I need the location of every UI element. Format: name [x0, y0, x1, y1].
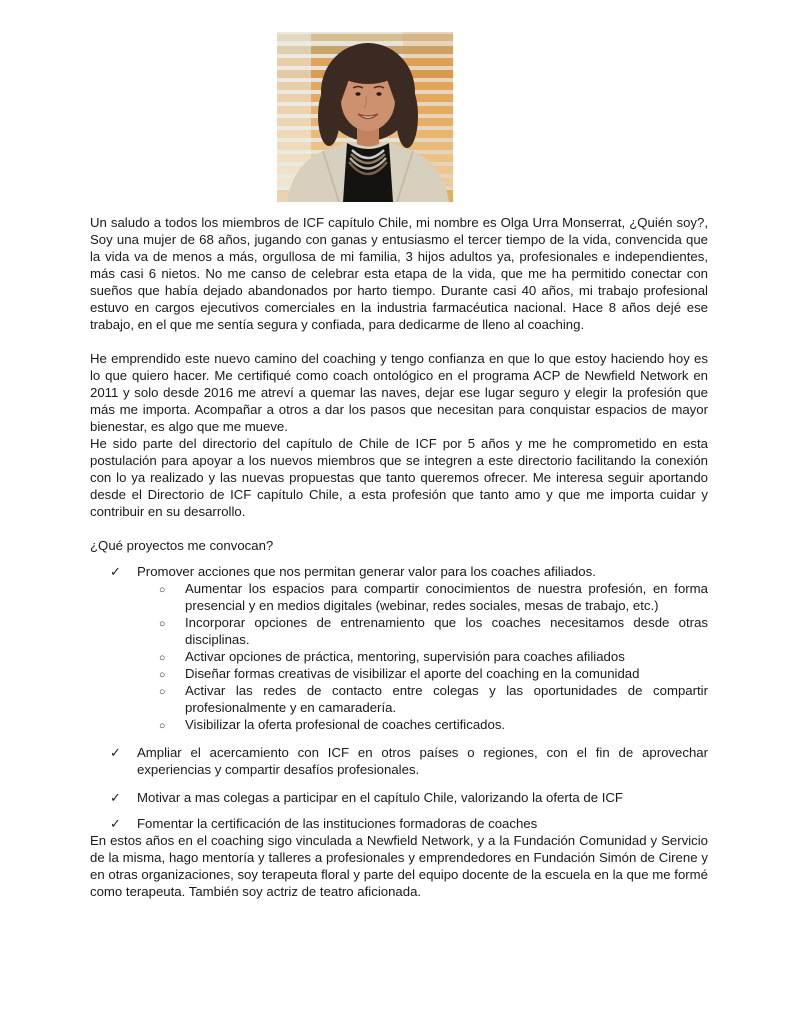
projects-heading: ¿Qué proyectos me convocan?	[90, 538, 274, 553]
sub-item-activar-redes	[90, 682, 708, 716]
checkmark-icon: ✓	[110, 816, 121, 831]
checklist-item-label: Fomentar la certificación de las instituciones formadoras de coaches	[137, 816, 538, 831]
sub-item-aumentar	[90, 580, 708, 614]
checklist-item-fomentar	[90, 815, 708, 832]
checklist-item-motivar	[90, 789, 708, 806]
sub-item-label: Visibilizar la oferta profesional de coaches certificados.	[185, 717, 506, 732]
circle-bullet-icon: ○	[159, 686, 166, 698]
document-body	[90, 214, 708, 900]
checkmark-icon: ✓	[110, 745, 121, 760]
checklist-item-ampliar	[90, 744, 708, 778]
coaching-path-paragraph: He emprendido este nuevo camino del coaching y tengo confianza en que lo que estoy haciendo hoy es lo que quiero hacer. Me certifiqué como coach ontológico en el programa ACP de Newfield Network en 2011 y solo desde 2016 me atreví a quemar las naves, dejar ese lugar seguro y elegir la profesión que más me importa. Acompañar a otros a dar los pasos que necesitan para conquistar espacios de mayor bienestar, es algo que me mueve.	[90, 351, 708, 434]
intro-paragraph: Un saludo a todos los miembros de ICF capítulo Chile, mi nombre es Olga Urra Monserrat, ¿Quién soy?, Soy una mujer de 68 años, jugando con ganas y entusiasmo el tercer tiempo de la vida, convencida que la vida va de menos a más, orgullosa de mi familia, 3 hijos adultos ya, profesionales e independientes, más casi 6 nietos. No me canso de celebrar esta etapa de la vida, que me ha permitido conectar con sueños que había dejado abandonados por harto tiempo. Durante casi 40 años, mi trabajo profesional estuvo en cargos ejecutivos comerciales en la industria farmacéutica nacional. Hace 8 años dejé ese trabajo, en el que me sentía segura y confiada, para dedicarme de lleno al coaching.	[90, 215, 708, 332]
checklist-item-promover	[90, 563, 708, 580]
sub-item-label: Aumentar los espacios para compartir conocimientos de nuestra profesión, en forma presencial y en medios digitales (webinar, redes sociales, mesas de trabajo, etc.)	[185, 581, 708, 613]
checklist-item-label: Ampliar el acercamiento con ICF en otros países o regiones, con el fin de aprovechar experiencias y compartir desafíos profesionales.	[137, 745, 708, 777]
checklist-item-label: Motivar a mas colegas a participar en el capítulo Chile, valorizando la oferta de ICF	[137, 790, 623, 805]
portrait-photo	[277, 32, 453, 202]
sub-item-visibilizar	[90, 716, 708, 733]
sub-item-disenar	[90, 665, 708, 682]
checkmark-icon: ✓	[110, 564, 121, 579]
sub-item-activar-practica	[90, 648, 708, 665]
circle-bullet-icon: ○	[159, 720, 166, 732]
sub-item-label: Activar opciones de práctica, mentoring, supervisión para coaches afiliados	[185, 649, 625, 664]
directory-paragraph: He sido parte del directorio del capítulo de Chile de ICF por 5 años y me he comprometido en esta postulación para apoyar a los nuevos miembros que se integren a este directorio facilitando la conexión con lo ya realizado y las nuevas propuestas que tanto queremos ofrecer. Me interesa seguir aportando desde el Directorio de ICF capítulo Chile, a esta profesión que tanto amo y que me importa cuidar y contribuir en su desarrollo.	[90, 436, 708, 519]
sub-item-label: Diseñar formas creativas de visibilizar el aporte del coaching en la comunidad	[185, 666, 640, 681]
circle-bullet-icon: ○	[159, 618, 166, 630]
circle-bullet-icon: ○	[159, 669, 166, 681]
sub-item-incorporar	[90, 614, 708, 648]
circle-bullet-icon: ○	[159, 652, 166, 664]
checkmark-icon: ✓	[110, 790, 121, 805]
sub-item-label: Activar las redes de contacto entre colegas y las oportunidades de compartir profesionalmente y en camaradería.	[185, 683, 708, 715]
closing-paragraph: En estos años en el coaching sigo vinculada a Newfield Network, y a la Fundación Comunidad y Servicio de la misma, hago mentoría y talleres a profesionales y emprendedores en Fundación Simón de Cirene y en otras organizaciones, soy terapeuta floral y parte del equipo docente de la escuela en la que me formé como terapeuta. También soy actriz de teatro aficionada.	[90, 833, 708, 899]
circle-bullet-icon: ○	[159, 584, 166, 596]
sub-item-label: Incorporar opciones de entrenamiento que los coaches necesitamos desde otras disciplinas.	[185, 615, 708, 647]
checklist-item-label: Promover acciones que nos permitan generar valor para los coaches afiliados.	[137, 564, 596, 579]
